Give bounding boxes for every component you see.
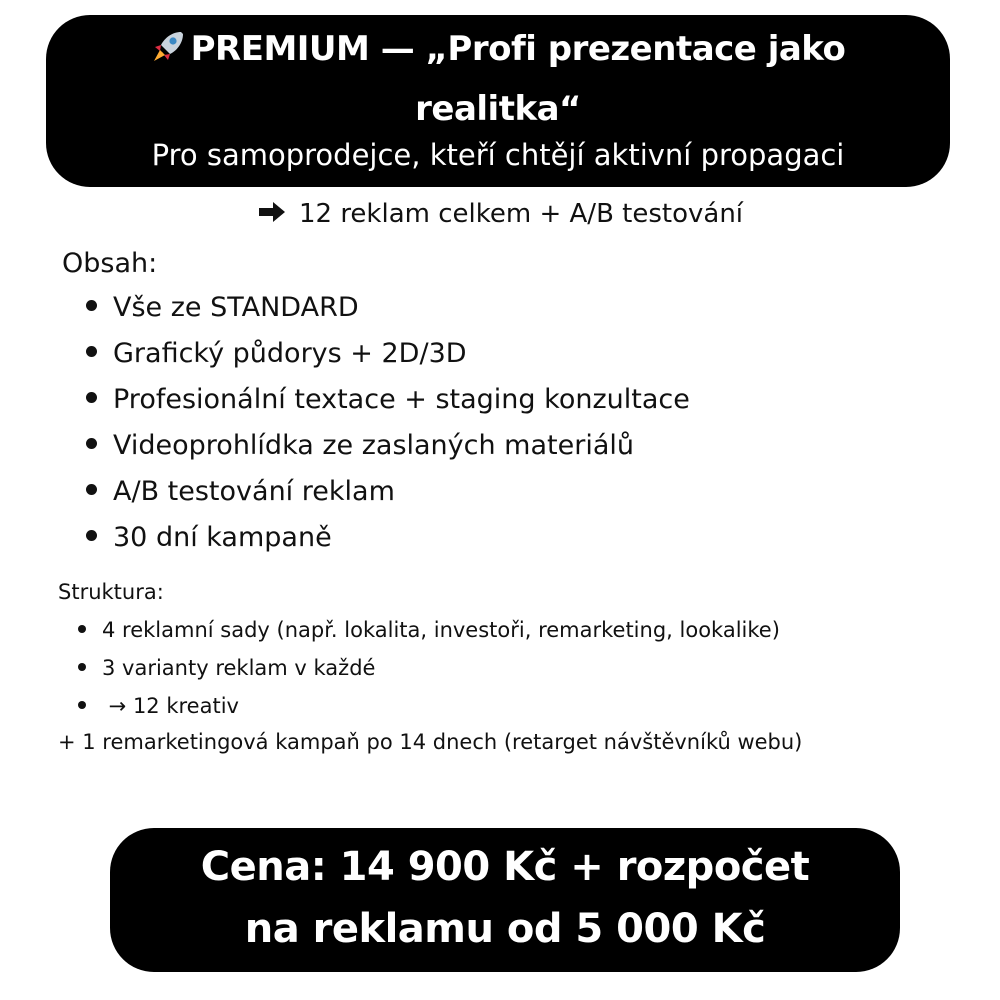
list-item-text: Vše ze STANDARD [113, 292, 359, 323]
rocket-icon [151, 25, 187, 81]
price-line-2: na reklamu od 5 000 Kč [244, 906, 766, 952]
content-heading: Obsah: [62, 248, 158, 279]
header-subtitle: Pro samoprodejce, kteří chtějí aktivní propagaci [151, 138, 845, 172]
list-item-text: Grafický půdorys + 2D/3D [113, 338, 467, 369]
structure-heading: Struktura: [58, 580, 164, 604]
bullet-icon [78, 625, 86, 633]
bullet-icon [78, 663, 86, 671]
price-line-1: Cena: 14 900 Kč + rozpočet [200, 844, 810, 890]
list-item-text: → 12 kreativ [102, 694, 239, 718]
content-list [86, 286, 690, 562]
list-item [86, 516, 690, 562]
list-item-text: Videoprohlídka ze zaslaných materiálů [113, 430, 634, 461]
page-title-block [118, 21, 878, 137]
list-item-text: 30 dní kampaně [113, 522, 332, 553]
list-item-text: A/B testování reklam [113, 476, 395, 507]
price-banner [110, 828, 900, 972]
list-item [86, 470, 690, 516]
ads-total-line [0, 194, 1000, 236]
bullet-icon [86, 300, 97, 311]
structure-list [78, 612, 780, 726]
bullet-icon [86, 392, 97, 403]
bullet-icon [86, 346, 97, 357]
header-title-text: PREMIUM — „Profi prezentace jako realitka“ [190, 29, 846, 129]
list-item [86, 286, 690, 332]
arrow-right-icon [257, 196, 287, 236]
remarketing-note: + 1 remarketingová kampaň po 14 dnech (retarget návštěvníků webu) [58, 730, 803, 754]
bullet-icon [86, 438, 97, 449]
list-item [86, 332, 690, 378]
list-item [78, 612, 780, 650]
list-item-text: Profesionální textace + staging konzultace [113, 384, 690, 415]
list-item [78, 688, 780, 726]
bullet-icon [78, 701, 86, 709]
list-item-text: 4 reklamní sady (např. lokalita, investoři, remarketing, lookalike) [102, 618, 780, 642]
list-item [86, 424, 690, 470]
list-item [78, 650, 780, 688]
bullet-icon [86, 530, 97, 541]
header-banner [46, 15, 950, 187]
bullet-icon [86, 484, 97, 495]
list-item-text: 3 varianty reklam v každé [102, 656, 376, 680]
ads-total-text: 12 reklam celkem + A/B testování [298, 199, 744, 229]
list-item [86, 378, 690, 424]
